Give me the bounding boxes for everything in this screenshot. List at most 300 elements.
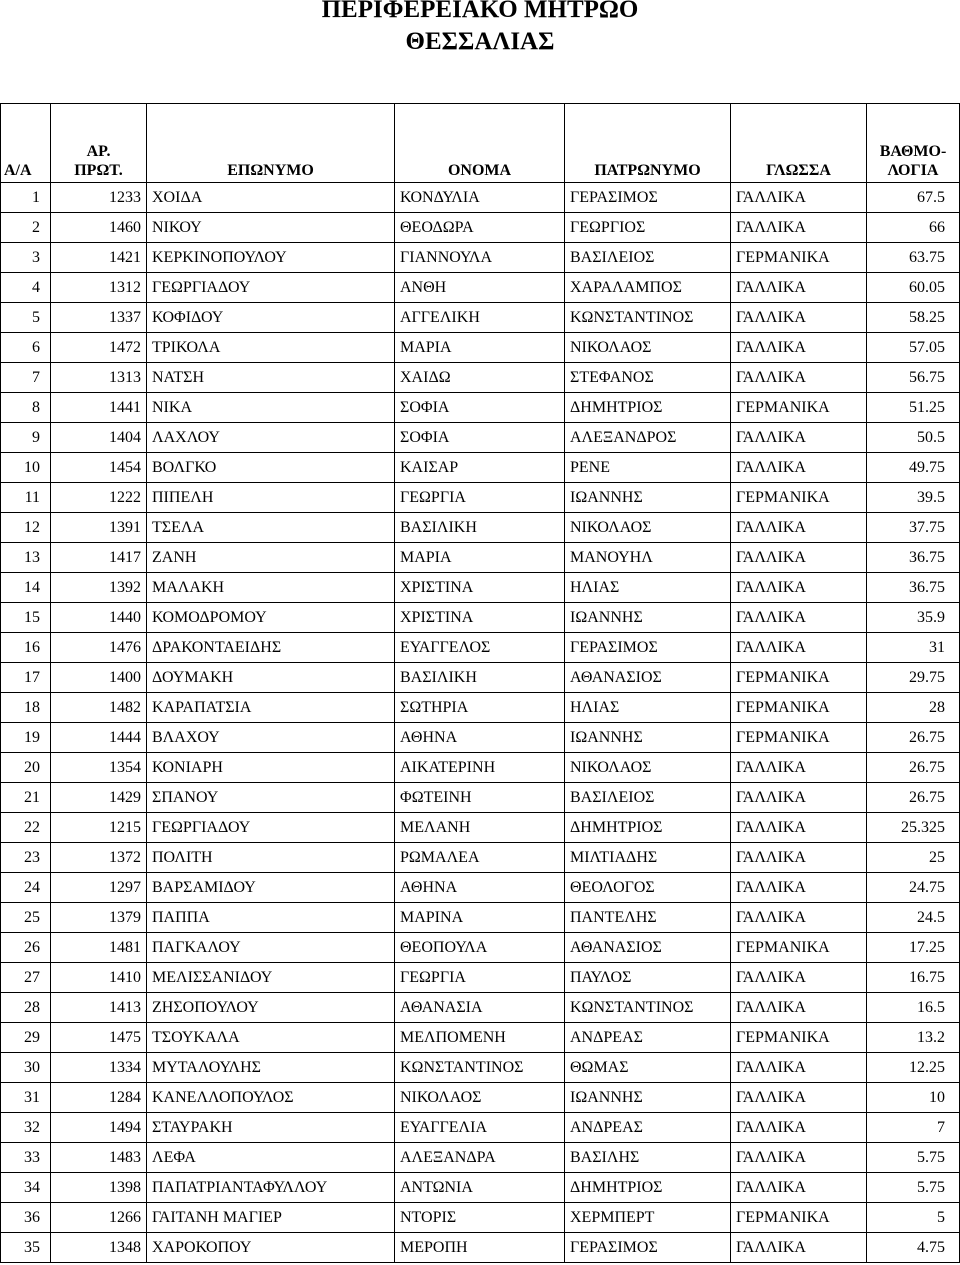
cell-surname: ΤΣΕΛΑ	[147, 513, 395, 543]
cell-name: ΑΓΓΕΛΙΚΗ	[395, 303, 565, 333]
cell-score: 58.25	[867, 303, 960, 333]
table-header	[1, 104, 960, 183]
table-row	[1, 843, 960, 873]
table-row	[1, 243, 960, 273]
cell-father: ΘΩΜΑΣ	[565, 1053, 731, 1083]
cell-score: 36.75	[867, 543, 960, 573]
cell-name: ΕΥΑΓΓΕΛΙΑ	[395, 1113, 565, 1143]
cell-language: ΓΑΛΛΙΚΑ	[731, 1053, 867, 1083]
cell-father: ΔΗΜΗΤΡΙΟΣ	[565, 1173, 731, 1203]
cell-surname: ΓΑΙΤΑΝΗ ΜΑΓΙΕΡ	[147, 1203, 395, 1233]
table-row	[1, 603, 960, 633]
cell-ar-prot: 1441	[51, 393, 147, 423]
cell-aa: 35	[1, 1233, 51, 1263]
page-title: ΠΕΡΙΦΕΡΕΙΑΚΟ ΜΗΤΡΩΟ	[321, 0, 639, 23]
cell-father: ΔΗΜΗΤΡΙΟΣ	[565, 393, 731, 423]
cell-score: 37.75	[867, 513, 960, 543]
cell-surname: ΝΙΚΑ	[147, 393, 395, 423]
cell-surname: ΚΟΜΟΔΡΟΜΟΥ	[147, 603, 395, 633]
header-score-line2: ΛΟΓΙΑ	[887, 162, 939, 179]
table-row	[1, 513, 960, 543]
cell-surname: ΔΡΑΚΟΝΤΑΕΙΔΗΣ	[147, 633, 395, 663]
cell-name: ΒΑΣΙΛΙΚΗ	[395, 663, 565, 693]
cell-surname: ΓΕΩΡΓΙΑΔΟΥ	[147, 813, 395, 843]
cell-language: ΓΕΡΜΑΝΙΚΑ	[731, 1023, 867, 1053]
cell-score: 29.75	[867, 663, 960, 693]
table-row	[1, 453, 960, 483]
cell-ar-prot: 1494	[51, 1113, 147, 1143]
header-language: ΓΛΩΣΣΑ	[731, 104, 867, 183]
cell-name: ΚΩΝΣΤΑΝΤΙΝΟΣ	[395, 1053, 565, 1083]
cell-surname: ΚΟΝΙΑΡΗ	[147, 753, 395, 783]
cell-father: ΠΑΥΛΟΣ	[565, 963, 731, 993]
cell-language: ΓΑΛΛΙΚΑ	[731, 1113, 867, 1143]
cell-ar-prot: 1413	[51, 993, 147, 1023]
cell-surname: ΤΡΙΚΟΛΑ	[147, 333, 395, 363]
table-row	[1, 663, 960, 693]
cell-language: ΓΑΛΛΙΚΑ	[731, 1143, 867, 1173]
cell-score: 35.9	[867, 603, 960, 633]
table-body	[1, 183, 960, 1263]
cell-aa: 1	[1, 183, 51, 213]
cell-score: 25.325	[867, 813, 960, 843]
cell-ar-prot: 1444	[51, 723, 147, 753]
cell-father: ΚΩΝΣΤΑΝΤΙΝΟΣ	[565, 303, 731, 333]
cell-surname: ΠΙΠΕΛΗ	[147, 483, 395, 513]
table-row	[1, 303, 960, 333]
table-row	[1, 183, 960, 213]
cell-father: ΝΙΚΟΛΑΟΣ	[565, 333, 731, 363]
cell-ar-prot: 1460	[51, 213, 147, 243]
cell-father: ΓΕΡΑΣΙΜΟΣ	[565, 1233, 731, 1263]
cell-aa: 26	[1, 933, 51, 963]
cell-name: ΧΑΙΔΩ	[395, 363, 565, 393]
cell-surname: ΚΕΡΚΙΝΟΠΟΥΛΟΥ	[147, 243, 395, 273]
cell-surname: ΠΟΛΙΤΗ	[147, 843, 395, 873]
cell-father: ΓΕΩΡΓΙΟΣ	[565, 213, 731, 243]
table-row	[1, 933, 960, 963]
cell-name: ΑΘΗΝΑ	[395, 723, 565, 753]
cell-score: 56.75	[867, 363, 960, 393]
cell-aa: 27	[1, 963, 51, 993]
cell-language: ΓΑΛΛΙΚΑ	[731, 303, 867, 333]
header-ar-prot	[51, 104, 147, 183]
cell-name: ΡΩΜΑΛΕΑ	[395, 843, 565, 873]
cell-name: ΜΕΛΠΟΜΕΝΗ	[395, 1023, 565, 1053]
cell-surname: ΠΑΠΑΤΡΙΑΝΤΑΦΥΛΛΟΥ	[147, 1173, 395, 1203]
cell-name: ΘΕΟΠΟΥΛΑ	[395, 933, 565, 963]
cell-language: ΓΕΡΜΑΝΙΚΑ	[731, 663, 867, 693]
cell-score: 17.25	[867, 933, 960, 963]
cell-father: ΧΕΡΜΠΕΡΤ	[565, 1203, 731, 1233]
table-row	[1, 1053, 960, 1083]
cell-ar-prot: 1404	[51, 423, 147, 453]
cell-name: ΑΘΑΝΑΣΙΑ	[395, 993, 565, 1023]
table-row	[1, 783, 960, 813]
cell-aa: 19	[1, 723, 51, 753]
cell-father: ΒΑΣΙΛΗΣ	[565, 1143, 731, 1173]
cell-surname: ΖΗΣΟΠΟΥΛΟΥ	[147, 993, 395, 1023]
cell-name: ΣΟΦΙΑ	[395, 423, 565, 453]
cell-aa: 21	[1, 783, 51, 813]
cell-score: 28	[867, 693, 960, 723]
table-row	[1, 993, 960, 1023]
cell-surname: ΤΣΟΥΚΑΛΑ	[147, 1023, 395, 1053]
cell-surname: ΝΙΚΟΥ	[147, 213, 395, 243]
cell-language: ΓΕΡΜΑΝΙΚΑ	[731, 243, 867, 273]
cell-score: 24.5	[867, 903, 960, 933]
cell-aa: 34	[1, 1173, 51, 1203]
cell-aa: 30	[1, 1053, 51, 1083]
cell-aa: 17	[1, 663, 51, 693]
cell-father: ΔΗΜΗΤΡΙΟΣ	[565, 813, 731, 843]
cell-name: ΦΩΤΕΙΝΗ	[395, 783, 565, 813]
header-ar-prot-line1: ΑΡ.	[86, 143, 111, 160]
cell-surname: ΠΑΠΠΑ	[147, 903, 395, 933]
cell-ar-prot: 1372	[51, 843, 147, 873]
table-row	[1, 813, 960, 843]
cell-name: ΜΕΛΑΝΗ	[395, 813, 565, 843]
cell-surname: ΓΕΩΡΓΙΑΔΟΥ	[147, 273, 395, 303]
cell-father: ΝΙΚΟΛΑΟΣ	[565, 753, 731, 783]
cell-surname: ΖΑΝΗ	[147, 543, 395, 573]
cell-name: ΣΩΤΗΡΙΑ	[395, 693, 565, 723]
cell-score: 50.5	[867, 423, 960, 453]
cell-language: ΓΑΛΛΙΚΑ	[731, 1173, 867, 1203]
cell-ar-prot: 1481	[51, 933, 147, 963]
cell-name: ΒΑΣΙΛΙΚΗ	[395, 513, 565, 543]
header-father: ΠΑΤΡΩΝΥΜΟ	[565, 104, 731, 183]
cell-father: ΜΑΝΟΥΗΛ	[565, 543, 731, 573]
cell-language: ΓΑΛΛΙΚΑ	[731, 873, 867, 903]
cell-surname: ΚΑΡΑΠΑΤΣΙΑ	[147, 693, 395, 723]
cell-language: ΓΑΛΛΙΚΑ	[731, 543, 867, 573]
cell-language: ΓΑΛΛΙΚΑ	[731, 333, 867, 363]
cell-score: 24.75	[867, 873, 960, 903]
cell-aa: 7	[1, 363, 51, 393]
cell-score: 39.5	[867, 483, 960, 513]
cell-aa: 22	[1, 813, 51, 843]
cell-surname: ΛΕΦΑ	[147, 1143, 395, 1173]
cell-father: ΡΕΝΕ	[565, 453, 731, 483]
cell-language: ΓΑΛΛΙΚΑ	[731, 813, 867, 843]
cell-aa: 10	[1, 453, 51, 483]
cell-ar-prot: 1429	[51, 783, 147, 813]
cell-language: ΓΑΛΛΙΚΑ	[731, 1083, 867, 1113]
cell-score: 57.05	[867, 333, 960, 363]
cell-name: ΧΡΙΣΤΙΝΑ	[395, 603, 565, 633]
cell-surname: ΜΕΛΙΣΣΑΝΙΔΟΥ	[147, 963, 395, 993]
cell-father: ΣΤΕΦΑΝΟΣ	[565, 363, 731, 393]
cell-surname: ΔΟΥΜΑΚΗ	[147, 663, 395, 693]
table-row	[1, 963, 960, 993]
cell-language: ΓΑΛΛΙΚΑ	[731, 843, 867, 873]
cell-aa: 14	[1, 573, 51, 603]
page-subtitle: ΘΕΣΣΑΛΙΑΣ	[405, 28, 555, 55]
cell-aa: 18	[1, 693, 51, 723]
cell-aa: 5	[1, 303, 51, 333]
cell-language: ΓΕΡΜΑΝΙΚΑ	[731, 693, 867, 723]
cell-aa: 13	[1, 543, 51, 573]
cell-ar-prot: 1475	[51, 1023, 147, 1053]
table-row	[1, 723, 960, 753]
cell-language: ΓΑΛΛΙΚΑ	[731, 213, 867, 243]
cell-ar-prot: 1421	[51, 243, 147, 273]
table-row	[1, 693, 960, 723]
cell-aa: 24	[1, 873, 51, 903]
table-row	[1, 543, 960, 573]
cell-aa: 32	[1, 1113, 51, 1143]
cell-ar-prot: 1476	[51, 633, 147, 663]
header-ar-prot-line2: ΠΡΩΤ.	[74, 162, 123, 179]
table-row	[1, 1233, 960, 1263]
cell-score: 66	[867, 213, 960, 243]
cell-score: 36.75	[867, 573, 960, 603]
cell-language: ΓΕΡΜΑΝΙΚΑ	[731, 933, 867, 963]
table-row	[1, 1173, 960, 1203]
cell-language: ΓΑΛΛΙΚΑ	[731, 603, 867, 633]
cell-name: ΚΟΝΔΥΛΙΑ	[395, 183, 565, 213]
cell-language: ΓΕΡΜΑΝΙΚΑ	[731, 483, 867, 513]
table-row	[1, 213, 960, 243]
cell-score: 26.75	[867, 783, 960, 813]
cell-ar-prot: 1337	[51, 303, 147, 333]
cell-father: ΑΘΑΝΑΣΙΟΣ	[565, 663, 731, 693]
cell-father: ΗΛΙΑΣ	[565, 573, 731, 603]
header-score-line1: ΒΑΘΜΟ-	[879, 143, 947, 160]
cell-score: 12.25	[867, 1053, 960, 1083]
cell-aa: 31	[1, 1083, 51, 1113]
cell-ar-prot: 1348	[51, 1233, 147, 1263]
cell-name: ΘΕΟΔΩΡΑ	[395, 213, 565, 243]
cell-ar-prot: 1233	[51, 183, 147, 213]
cell-surname: ΜΥΤΑΛΟΥΛΗΣ	[147, 1053, 395, 1083]
cell-name: ΣΟΦΙΑ	[395, 393, 565, 423]
cell-aa: 2	[1, 213, 51, 243]
cell-father: ΙΩΑΝΝΗΣ	[565, 483, 731, 513]
table-row	[1, 1143, 960, 1173]
cell-name: ΑΝΤΩΝΙΑ	[395, 1173, 565, 1203]
cell-score: 25	[867, 843, 960, 873]
cell-surname: ΣΠΑΝΟΥ	[147, 783, 395, 813]
cell-father: ΜΙΛΤΙΑΔΗΣ	[565, 843, 731, 873]
cell-name: ΑΙΚΑΤΕΡΙΝΗ	[395, 753, 565, 783]
table-row	[1, 1203, 960, 1233]
cell-language: ΓΕΡΜΑΝΙΚΑ	[731, 393, 867, 423]
cell-ar-prot: 1284	[51, 1083, 147, 1113]
table-row	[1, 333, 960, 363]
cell-ar-prot: 1454	[51, 453, 147, 483]
table-row	[1, 483, 960, 513]
cell-father: ΙΩΑΝΝΗΣ	[565, 1083, 731, 1113]
cell-score: 10	[867, 1083, 960, 1113]
cell-aa: 3	[1, 243, 51, 273]
cell-score: 31	[867, 633, 960, 663]
cell-ar-prot: 1313	[51, 363, 147, 393]
cell-aa: 29	[1, 1023, 51, 1053]
cell-score: 26.75	[867, 723, 960, 753]
cell-language: ΓΕΡΜΑΝΙΚΑ	[731, 723, 867, 753]
table-row	[1, 873, 960, 903]
cell-ar-prot: 1440	[51, 603, 147, 633]
table-row	[1, 1113, 960, 1143]
cell-language: ΓΑΛΛΙΚΑ	[731, 423, 867, 453]
cell-aa: 20	[1, 753, 51, 783]
cell-aa: 25	[1, 903, 51, 933]
cell-surname: ΚΟΦΙΔΟΥ	[147, 303, 395, 333]
cell-aa: 16	[1, 633, 51, 663]
cell-ar-prot: 1297	[51, 873, 147, 903]
cell-aa: 8	[1, 393, 51, 423]
cell-surname: ΧΑΡΟΚΟΠΟΥ	[147, 1233, 395, 1263]
cell-language: ΓΑΛΛΙΚΑ	[731, 993, 867, 1023]
cell-name: ΜΑΡΙΑ	[395, 333, 565, 363]
table-row	[1, 573, 960, 603]
cell-surname: ΜΑΛΑΚΗ	[147, 573, 395, 603]
cell-father: ΑΝΔΡΕΑΣ	[565, 1023, 731, 1053]
cell-language: ΓΑΛΛΙΚΑ	[731, 1233, 867, 1263]
cell-name: ΝΤΟΡΙΣ	[395, 1203, 565, 1233]
cell-language: ΓΑΛΛΙΚΑ	[731, 513, 867, 543]
cell-surname: ΚΑΝΕΛΛΟΠΟΥΛΟΣ	[147, 1083, 395, 1113]
cell-ar-prot: 1354	[51, 753, 147, 783]
cell-language: ΓΕΡΜΑΝΙΚΑ	[731, 1203, 867, 1233]
cell-surname: ΛΑΧΛΟΥ	[147, 423, 395, 453]
cell-name: ΓΙΑΝΝΟΥΛΑ	[395, 243, 565, 273]
cell-ar-prot: 1472	[51, 333, 147, 363]
cell-ar-prot: 1482	[51, 693, 147, 723]
header-name: ΟΝΟΜΑ	[395, 104, 565, 183]
cell-score: 26.75	[867, 753, 960, 783]
table-row	[1, 423, 960, 453]
cell-father: ΠΑΝΤΕΛΗΣ	[565, 903, 731, 933]
cell-father: ΧΑΡΑΛΑΜΠΟΣ	[565, 273, 731, 303]
cell-surname: ΠΑΓΚΑΛΟΥ	[147, 933, 395, 963]
header-surname: ΕΠΩΝΥΜΟ	[147, 104, 395, 183]
cell-ar-prot: 1400	[51, 663, 147, 693]
cell-score: 49.75	[867, 453, 960, 483]
cell-surname: ΣΤΑΥΡΑΚΗ	[147, 1113, 395, 1143]
cell-ar-prot: 1398	[51, 1173, 147, 1203]
cell-aa: 36	[1, 1203, 51, 1233]
table-row	[1, 393, 960, 423]
cell-aa: 23	[1, 843, 51, 873]
cell-aa: 11	[1, 483, 51, 513]
cell-language: ΓΑΛΛΙΚΑ	[731, 903, 867, 933]
cell-name: ΑΛΕΞΑΝΔΡΑ	[395, 1143, 565, 1173]
cell-score: 63.75	[867, 243, 960, 273]
cell-father: ΗΛΙΑΣ	[565, 693, 731, 723]
cell-score: 4.75	[867, 1233, 960, 1263]
table-row	[1, 273, 960, 303]
cell-father: ΘΕΟΛΟΓΟΣ	[565, 873, 731, 903]
cell-father: ΒΑΣΙΛΕΙΟΣ	[565, 243, 731, 273]
cell-father: ΙΩΑΝΝΗΣ	[565, 603, 731, 633]
cell-score: 51.25	[867, 393, 960, 423]
cell-surname: ΒΟΛΓΚΟ	[147, 453, 395, 483]
cell-ar-prot: 1222	[51, 483, 147, 513]
cell-name: ΜΑΡΙΑ	[395, 543, 565, 573]
cell-aa: 28	[1, 993, 51, 1023]
cell-ar-prot: 1334	[51, 1053, 147, 1083]
cell-name: ΚΑΙΣΑΡ	[395, 453, 565, 483]
cell-score: 16.75	[867, 963, 960, 993]
cell-aa: 6	[1, 333, 51, 363]
cell-language: ΓΑΛΛΙΚΑ	[731, 783, 867, 813]
cell-language: ΓΑΛΛΙΚΑ	[731, 273, 867, 303]
cell-name: ΓΕΩΡΓΙΑ	[395, 483, 565, 513]
cell-name: ΧΡΙΣΤΙΝΑ	[395, 573, 565, 603]
cell-ar-prot: 1312	[51, 273, 147, 303]
cell-surname: ΒΑΡΣΑΜΙΔΟΥ	[147, 873, 395, 903]
header-score	[867, 104, 960, 183]
cell-score: 5	[867, 1203, 960, 1233]
cell-score: 5.75	[867, 1173, 960, 1203]
cell-surname: ΝΑΤΣΗ	[147, 363, 395, 393]
header-aa: Α/Α	[1, 104, 51, 183]
cell-surname: ΒΛΑΧΟΥ	[147, 723, 395, 753]
cell-name: ΓΕΩΡΓΙΑ	[395, 963, 565, 993]
table-row	[1, 633, 960, 663]
cell-language: ΓΑΛΛΙΚΑ	[731, 573, 867, 603]
cell-aa: 9	[1, 423, 51, 453]
table-row	[1, 753, 960, 783]
cell-ar-prot: 1266	[51, 1203, 147, 1233]
cell-name: ΜΕΡΟΠΗ	[395, 1233, 565, 1263]
cell-language: ΓΑΛΛΙΚΑ	[731, 753, 867, 783]
cell-ar-prot: 1391	[51, 513, 147, 543]
cell-father: ΓΕΡΑΣΙΜΟΣ	[565, 633, 731, 663]
cell-ar-prot: 1215	[51, 813, 147, 843]
table-row	[1, 1083, 960, 1113]
cell-father: ΓΕΡΑΣΙΜΟΣ	[565, 183, 731, 213]
cell-father: ΙΩΑΝΝΗΣ	[565, 723, 731, 753]
cell-ar-prot: 1417	[51, 543, 147, 573]
cell-score: 7	[867, 1113, 960, 1143]
cell-name: ΜΑΡΙΝΑ	[395, 903, 565, 933]
cell-language: ΓΑΛΛΙΚΑ	[731, 963, 867, 993]
cell-score: 16.5	[867, 993, 960, 1023]
cell-aa: 12	[1, 513, 51, 543]
cell-ar-prot: 1379	[51, 903, 147, 933]
cell-score: 13.2	[867, 1023, 960, 1053]
cell-name: ΕΥΑΓΓΕΛΟΣ	[395, 633, 565, 663]
table-row	[1, 903, 960, 933]
cell-name: ΑΘΗΝΑ	[395, 873, 565, 903]
cell-name: ΝΙΚΟΛΑΟΣ	[395, 1083, 565, 1113]
cell-father: ΒΑΣΙΛΕΙΟΣ	[565, 783, 731, 813]
cell-language: ΓΑΛΛΙΚΑ	[731, 633, 867, 663]
cell-aa: 15	[1, 603, 51, 633]
cell-father: ΑΝΔΡΕΑΣ	[565, 1113, 731, 1143]
cell-score: 67.5	[867, 183, 960, 213]
cell-surname: ΧΟΙΔΑ	[147, 183, 395, 213]
cell-ar-prot: 1410	[51, 963, 147, 993]
cell-language: ΓΑΛΛΙΚΑ	[731, 183, 867, 213]
cell-father: ΝΙΚΟΛΑΟΣ	[565, 513, 731, 543]
cell-ar-prot: 1392	[51, 573, 147, 603]
cell-language: ΓΑΛΛΙΚΑ	[731, 363, 867, 393]
cell-score: 60.05	[867, 273, 960, 303]
cell-aa: 33	[1, 1143, 51, 1173]
cell-score: 5.75	[867, 1143, 960, 1173]
cell-father: ΑΘΑΝΑΣΙΟΣ	[565, 933, 731, 963]
header-row	[1, 104, 960, 183]
cell-father: ΑΛΕΞΑΝΔΡΟΣ	[565, 423, 731, 453]
table-row	[1, 363, 960, 393]
cell-language: ΓΑΛΛΙΚΑ	[731, 453, 867, 483]
cell-father: ΚΩΝΣΤΑΝΤΙΝΟΣ	[565, 993, 731, 1023]
